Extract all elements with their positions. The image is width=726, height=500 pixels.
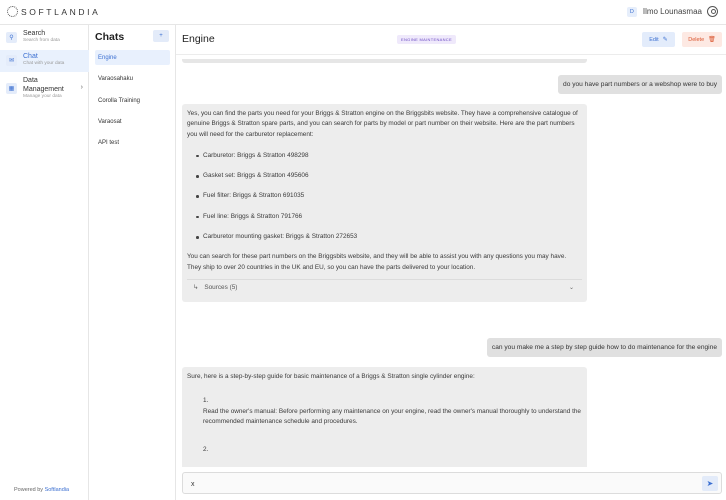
assistant-text: You can search for these part numbers on the Briggsbits website, and they will be able to assist you with any questions you may have. They ship to over 20 countries in the UK and EU, so you can have the parts delivered to your location. <box>187 253 567 271</box>
main-nav <box>0 25 89 500</box>
pencil-icon: ✎ <box>662 37 668 43</box>
list-item: Carburetor mounting gasket: Briggs & Stratton 272653 <box>198 232 582 242</box>
chat-tag: ENGINE MAINTENANCE <box>397 35 456 44</box>
previous-message-edge <box>182 59 587 63</box>
chevron-down-icon: ⌄ <box>568 285 574 292</box>
assistant-message <box>182 104 587 302</box>
user-name: Ilmo Lounasmaa <box>642 7 702 16</box>
chat-item-varaosat[interactable]: Varaosat <box>98 118 122 125</box>
list-item: Fuel filter: Briggs & Stratton 691035 <box>198 191 582 201</box>
edit-button[interactable] <box>642 32 675 47</box>
list-item: Gasket set: Briggs & Stratton 495606 <box>198 171 582 181</box>
delete-button[interactable] <box>682 32 722 47</box>
user-menu[interactable] <box>627 6 718 17</box>
logo[interactable] <box>7 6 100 17</box>
top-bar <box>0 0 726 25</box>
chats-title: Chats <box>95 31 125 43</box>
sources-toggle[interactable] <box>187 279 582 297</box>
database-icon: ▦ <box>6 83 17 94</box>
edit-label: Edit <box>649 36 659 43</box>
parts-list <box>187 151 582 242</box>
assistant-message <box>182 367 587 467</box>
nav-item-sub: Search from data <box>23 38 60 43</box>
trash-icon: 🗑 <box>708 37 716 43</box>
nav-item-title: Chat <box>23 53 38 60</box>
chat-item-api-test[interactable]: API test <box>98 139 120 146</box>
message-thread[interactable] <box>176 56 726 467</box>
list-item: Carburetor: Briggs & Stratton 498298 <box>198 151 582 161</box>
new-chat-button[interactable]: + <box>153 30 169 42</box>
step-number: 1. <box>203 397 209 405</box>
nav-item-sub: Chat with your data <box>23 61 65 66</box>
powered-by <box>14 487 69 493</box>
steps-list <box>187 396 582 455</box>
nav-item-title: Search <box>23 30 46 37</box>
list-item: Fuel line: Briggs & Stratton 791766 <box>198 212 582 222</box>
chats-panel <box>89 25 176 500</box>
chat-header <box>176 25 726 55</box>
return-arrow-icon: ↳ <box>193 284 199 292</box>
chat-main <box>176 25 726 500</box>
chat-item-engine[interactable]: Engine <box>95 50 170 65</box>
search-icon: ⚲ <box>6 32 17 43</box>
chat-item-corolla-training[interactable]: Corolla Training <box>98 97 141 104</box>
nav-item-data-management[interactable] <box>0 76 89 106</box>
brand-name: SOFTLANDIA <box>21 6 101 17</box>
powered-brand-link[interactable]: Softlandia <box>44 487 70 493</box>
step-text: Read the owner's manual: Before performing any maintenance on your engine, read the owner's manual thoroughly to understand the recommended maintenance schedule and procedures. <box>203 407 581 425</box>
chat-item-varaosahaku[interactable]: Varaosahaku <box>98 75 133 82</box>
logo-mark-icon <box>7 6 18 17</box>
assistant-text: Sure, here is a step-by-step guide for basic maintenance of a Briggs & Stratton single cylinder engine: <box>187 373 475 380</box>
nav-item-title: Data Management <box>23 77 64 93</box>
step-number: 2. <box>203 446 209 454</box>
powered-prefix: Powered by <box>14 487 44 493</box>
message-input[interactable] <box>191 478 691 490</box>
send-icon[interactable]: ➤ <box>702 476 718 491</box>
user-message: can you make me a step by step guide how to do maintenance for the engine <box>487 338 722 357</box>
page-title: Engine <box>182 33 215 45</box>
user-icon[interactable] <box>707 6 718 17</box>
nav-item-sub: Manage your data <box>23 94 62 99</box>
chevron-right-icon: › <box>80 84 83 91</box>
assistant-text: Yes, you can find the parts you need for your Briggs & Stratton engine on the Briggsbits website. They have a comprehensive catalogue of genuine Briggs & Stratton spare parts, and you can search for parts by model or part number on their website. Here are the part numbers you will need for the carburetor replacement: <box>187 110 578 138</box>
nav-item-chat[interactable] <box>0 50 89 72</box>
user-message: do you have part numbers or a webshop were to buy <box>558 75 722 94</box>
message-composer <box>182 472 722 494</box>
delete-label: Delete <box>688 36 705 43</box>
chat-icon: ✉ <box>6 55 17 66</box>
sources-label: Sources (5) <box>204 284 238 292</box>
nav-item-search[interactable] <box>0 29 89 49</box>
user-badge: D <box>627 7 637 17</box>
